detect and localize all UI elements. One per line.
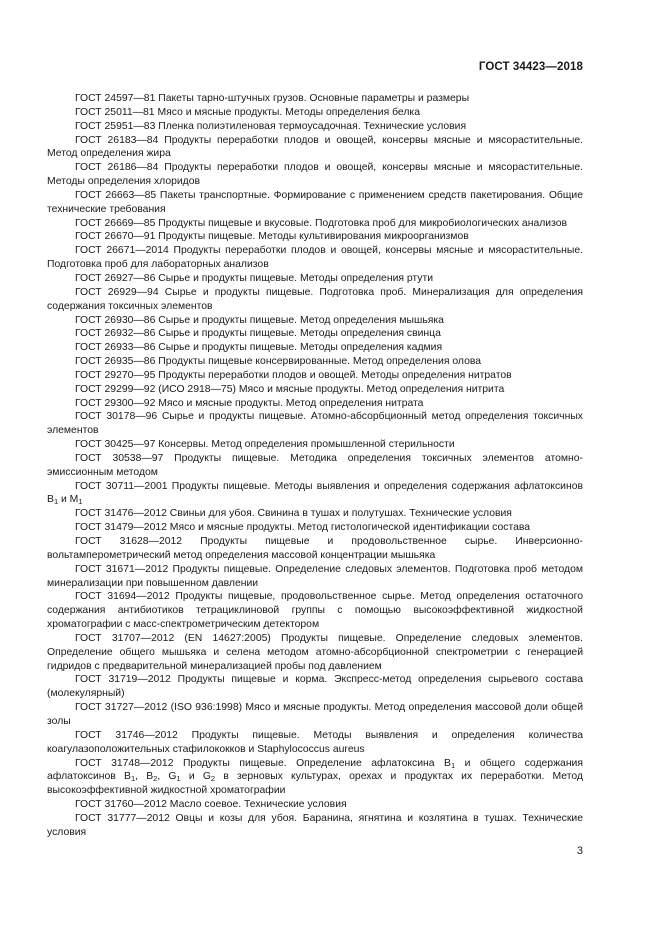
reference-item: ГОСТ 26663—85 Пакеты транспортные. Формирование с применением средств пакетирования. Общие технические требования bbox=[47, 189, 583, 215]
reference-item: ГОСТ 29300—92 Мясо и мясные продукты. Метод определения нитрата bbox=[75, 397, 424, 409]
reference-item: ГОСТ 31760—2012 Масло соевое. Технические условия bbox=[75, 799, 347, 811]
reference-item: ГОСТ 26927—86 Сырье и продукты пищевые. Методы определения ртути bbox=[75, 272, 434, 284]
reference-item: ГОСТ 29299—92 (ИСО 2918—75) Мясо и мясные продукты. Метод определения нитрита bbox=[75, 383, 505, 395]
page-number: 3 bbox=[576, 845, 583, 857]
reference-item: ГОСТ 31707—2012 (EN 14627:2005) Продукты пищевые. Определение следовых элементов. Определение общего мышьяка и селена методом атомно-абсорбционной спектрометрии с генерацией гидридов с предварительной минерализацией пробы под давлением bbox=[47, 632, 583, 672]
reference-item: ГОСТ 30538—97 Продукты пищевые. Методика определения токсичных элементов атомно-эмиссионным методом bbox=[47, 452, 583, 478]
reference-item: ГОСТ 26186—84 Продукты переработки плодов и овощей, консервы мясные и мясорастительные. Методы определения хлоридов bbox=[47, 162, 583, 188]
reference-item: ГОСТ 26932—86 Сырье и продукты пищевые. Методы определения свинца bbox=[75, 328, 441, 340]
reference-item: ГОСТ 31727—2012 (ISO 936:1998) Мясо и мясные продукты. Метод определения массовой доли общей золы bbox=[47, 702, 583, 727]
reference-item: ГОСТ 31748—2012 Продукты пищевые. Определение афлатоксина $B_1$ и общего содержания афлатоксинов $B_1$, $B_2$, $G_1$ и $G_2$ в зерновых культурах, орехах и продуктах их переработки. Метод высокоэффективной жидкостной хроматографии bbox=[47, 757, 583, 797]
reference-item: ГОСТ 25011—81 Мясо и мясные продукты. Методы определения белка bbox=[75, 106, 420, 118]
reference-item: ГОСТ 26671—2014 Продукты переработки плодов и овощей, консервы мясные и мясорастительные. Подготовка проб для лабораторных анализов bbox=[47, 245, 583, 271]
reference-item: ГОСТ 24597—81 Пакеты тарно-штучных грузов. Основные параметры и размеры bbox=[75, 93, 470, 104]
reference-item: ГОСТ 30178—96 Сырье и продукты пищевые. Атомно-абсорбционный метод определения токсичных элементов bbox=[47, 411, 583, 437]
reference-item: ГОСТ 26669—85 Продукты пищевые и вкусовые. Подготовка проб для микробиологических анализов bbox=[75, 217, 568, 229]
reference-item: ГОСТ 26933—86 Сырье и продукты пищевые. Методы определения кадмия bbox=[75, 342, 443, 354]
reference-item: ГОСТ 30711—2001 Продукты пищевые. Методы выявления и определения содержания афлатоксинов $B_1$ и $M_1$ bbox=[47, 480, 583, 507]
reference-item: ГОСТ 26929—94 Сырье и продукты пищевые. Подготовка проб. Минерализация для определения содержания токсичных элементов bbox=[47, 286, 583, 312]
reference-item: ГОСТ 31671—2012 Продукты пищевые. Определение следовых элементов. Подготовка проб методом минерализации при повышенном давлении bbox=[47, 563, 583, 589]
normative-references-list bbox=[47, 92, 583, 840]
reference-item: ГОСТ 31694—2012 Продукты пищевые, продовольственное сырье. Метод определения остаточного содержания антибиотиков тетрациклиновой группы с помощью высокоэффективной жидкостной хроматографии с масс-спектрометрическим детектором bbox=[47, 591, 583, 631]
reference-item: ГОСТ 26930—86 Сырье и продукты пищевые. Метод определения мышьяка bbox=[75, 314, 444, 326]
reference-item: ГОСТ 26670—91 Продукты пищевые. Методы культивирования микроорганизмов bbox=[75, 231, 469, 243]
reference-item: ГОСТ 31628—2012 Продукты пищевые и продовольственное сырье. Инверсионно-вольтамперометрический метод определения массовой концентрации мышьяка bbox=[47, 536, 583, 561]
reference-item: ГОСТ 31746—2012 Продукты пищевые. Методы выявления и определения количества коагулазоположительных стафилококков и Staphylococcus aureus bbox=[47, 729, 583, 755]
reference-item: ГОСТ 26183—84 Продукты переработки плодов и овощей, консервы мясные и мясорастительные. Метод определения жира bbox=[47, 134, 583, 160]
reference-item: ГОСТ 31777—2012 Овцы и козы для убоя. Баранина, ягнятина и козлятина в тушах. Технические условия bbox=[47, 812, 583, 838]
reference-item: ГОСТ 30425—97 Консервы. Метод определения промышленной стерильности bbox=[75, 439, 455, 451]
reference-item: ГОСТ 26935—86 Продукты пищевые консервированные. Метод определения олова bbox=[75, 356, 482, 368]
reference-item: ГОСТ 29270—95 Продукты переработки плодов и овощей. Методы определения нитратов bbox=[75, 369, 512, 381]
document-code-header: ГОСТ 34423—2018 bbox=[478, 61, 583, 73]
reference-item: ГОСТ 31479—2012 Мясо и мясные продукты. Метод гистологической идентификации состава bbox=[75, 522, 531, 534]
reference-item: ГОСТ 25951—83 Пленка полиэтиленовая термоусадочная. Технические условия bbox=[75, 120, 467, 132]
reference-item: ГОСТ 31476—2012 Свиньи для убоя. Свинина в тушах и полутушах. Технические условия bbox=[75, 508, 512, 520]
reference-item: ГОСТ 31719—2012 Продукты пищевые и корма. Экспресс-метод определения сырьевого состава (молекулярный) bbox=[47, 674, 583, 700]
